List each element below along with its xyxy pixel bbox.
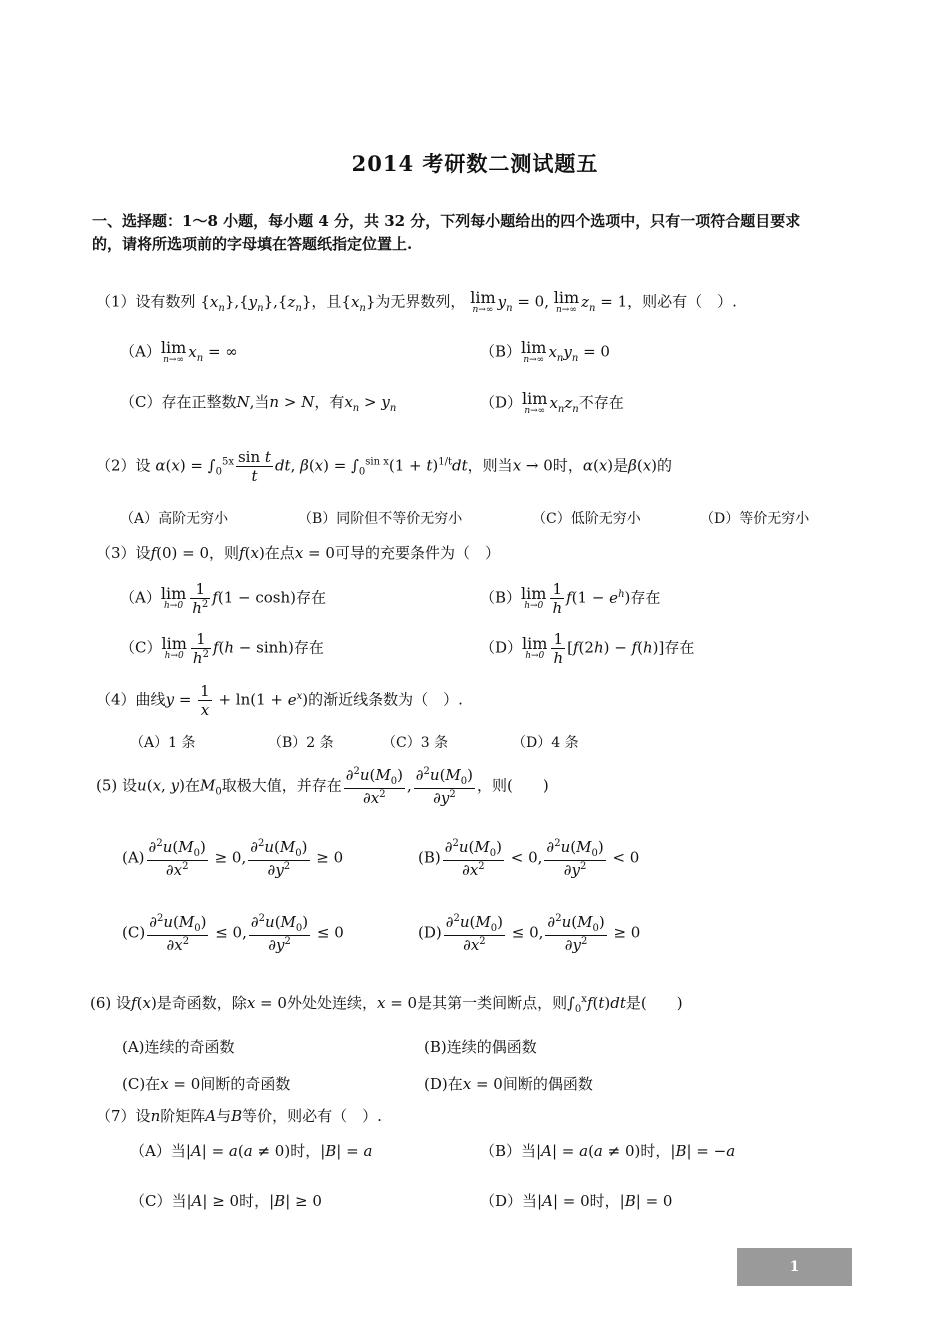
q1-option-b[interactable]: （B） lim n→∞ $x_ny_n = 0$ [480,338,610,365]
q6-option-c[interactable]: (C)在x = 0间断的奇函数 [122,1075,291,1093]
question-6: (6) 设f(x)是奇函数，除x = 0外处处连续，x = 0是其第一类间断点，则$\int_0^xf(t)dt$是( ) [90,994,683,1015]
instructions-line2: 的，请将所选项前的字母填在答题纸指定位置上. [92,235,413,253]
question-7: （7）设n阶矩阵A与B等价，则必有（ ）. [96,1107,382,1125]
q5-option-b[interactable]: (B) $\frac{\partial^2u(M_0)}{\partial x^2}$ < 0, $\frac{\partial^2u(M_0)}{\partial y^2}$ < 0 [418,838,640,879]
q4-option-a[interactable]: （A）1 条 [130,735,196,751]
q3-option-d[interactable]: （D） lim h→0 $\frac{1}{h}$ [f(2h) − f(h)]存在 [480,630,695,667]
q1-option-a[interactable]: （A） lim n→∞ $x_n$ = ∞ [120,338,238,365]
q7-option-b[interactable]: （B）当|A| = a(a ≠ 0)时，|B| = −a [480,1142,736,1160]
q4-option-b[interactable]: （B）2 条 [268,735,334,751]
q5-option-a[interactable]: (A) $\frac{\partial^2u(M_0)}{\partial x^2}$ ≥ 0, $\frac{\partial^2u(M_0)}{\partial y^2}$ ≥ 0 [122,838,344,879]
q6-option-a[interactable]: (A)连续的奇函数 [122,1038,235,1056]
question-5: (5) 设u(x, y)在$M_0$取极大值，并存在 $\frac{\partial^2u(M_0)}{\partial x^2}$ , $\frac{\partial^2u(M_0)}{\partial y^2}$ ，则( ) [96,766,549,807]
q3-option-a[interactable]: （A） lim h→0 $\frac{1}{h^2}$ f(1 − cosh)存在 [120,580,327,617]
q2-option-a[interactable]: （A）高阶无穷小 [120,511,229,527]
page-number: 1 [737,1248,852,1286]
instructions-line1: 一、选择题：1～8 小题，每小题 4 分，共 32 分，下列每小题给出的四个选项中，只有一项符合题目要求 [92,212,801,230]
q5-option-c[interactable]: (C) $\frac{\partial^2u(M_0)}{\partial x^2}$ ≤ 0, $\frac{\partial^2u(M_0)}{\partial y^2}$ ≤ 0 [122,913,344,954]
question-1: （1）设有数列 $\{x_n\},\{y_n\},\{z_n\}$，且$\{x_n\}$为无界数列， lim n→∞ $y_n = 0$, lim n→∞ $z_n = 1$，则必有（ ）. [96,288,737,315]
q7-option-a[interactable]: （A）当|A| = a(a ≠ 0)时，|B| = a [130,1142,373,1160]
q2-option-b[interactable]: （B）同阶但不等价无穷小 [298,511,463,527]
q5-option-d[interactable]: (D) $\frac{\partial^2u(M_0)}{\partial x^2}$ ≤ 0, $\frac{\partial^2u(M_0)}{\partial y^2}$ ≥ 0 [418,913,641,954]
question-4: （4）曲线y = $\frac{1}{x}$ + $\ln(1 + e^x)$的渐近线条数为（ ）. [96,682,463,719]
q2-option-c[interactable]: （C）低阶无穷小 [532,511,641,527]
q7-option-c[interactable]: （C）当|A| ≥ 0时，|B| ≥ 0 [130,1192,322,1210]
q1-option-d[interactable]: （D） lim n→∞ $x_nz_n$不存在 [480,389,624,416]
question-2: （2）设 $\alpha(x) = \int_0^{5x}$ $\frac{\text{sin t}}{t}$ dt, $\beta(x) = \int_0^{sin x}(1 + t)^{1/t}dt$，则当x → 0时，α(x)是β(x)的 [96,448,673,485]
q3-option-c[interactable]: （C） lim h→0 $\frac{1}{h^2}$ f(h − sinh)存在 [120,630,324,667]
page-title: 2014 考研数二测试题五 [351,151,599,176]
question-3: （3）设f(0) = 0，则f(x)在点x = 0可导的充要条件为（ ） [96,544,500,562]
q7-option-d[interactable]: （D）当|A| = 0时，|B| = 0 [480,1192,673,1210]
q4-option-d[interactable]: （D）4 条 [512,735,579,751]
q6-option-b[interactable]: (B)连续的偶函数 [424,1038,537,1056]
q6-option-d[interactable]: (D)在x = 0间断的偶函数 [424,1075,593,1093]
q1-option-c[interactable]: （C）存在正整数N,当n > N，有$x_n > y_n$ [120,393,397,414]
q2-option-d[interactable]: （D）等价无穷小 [700,511,810,527]
q3-option-b[interactable]: （B） lim h→0 $\frac{1}{h}$ $f(1 - e^h)$存在 [480,580,661,617]
q4-option-c[interactable]: （C）3 条 [382,735,449,751]
